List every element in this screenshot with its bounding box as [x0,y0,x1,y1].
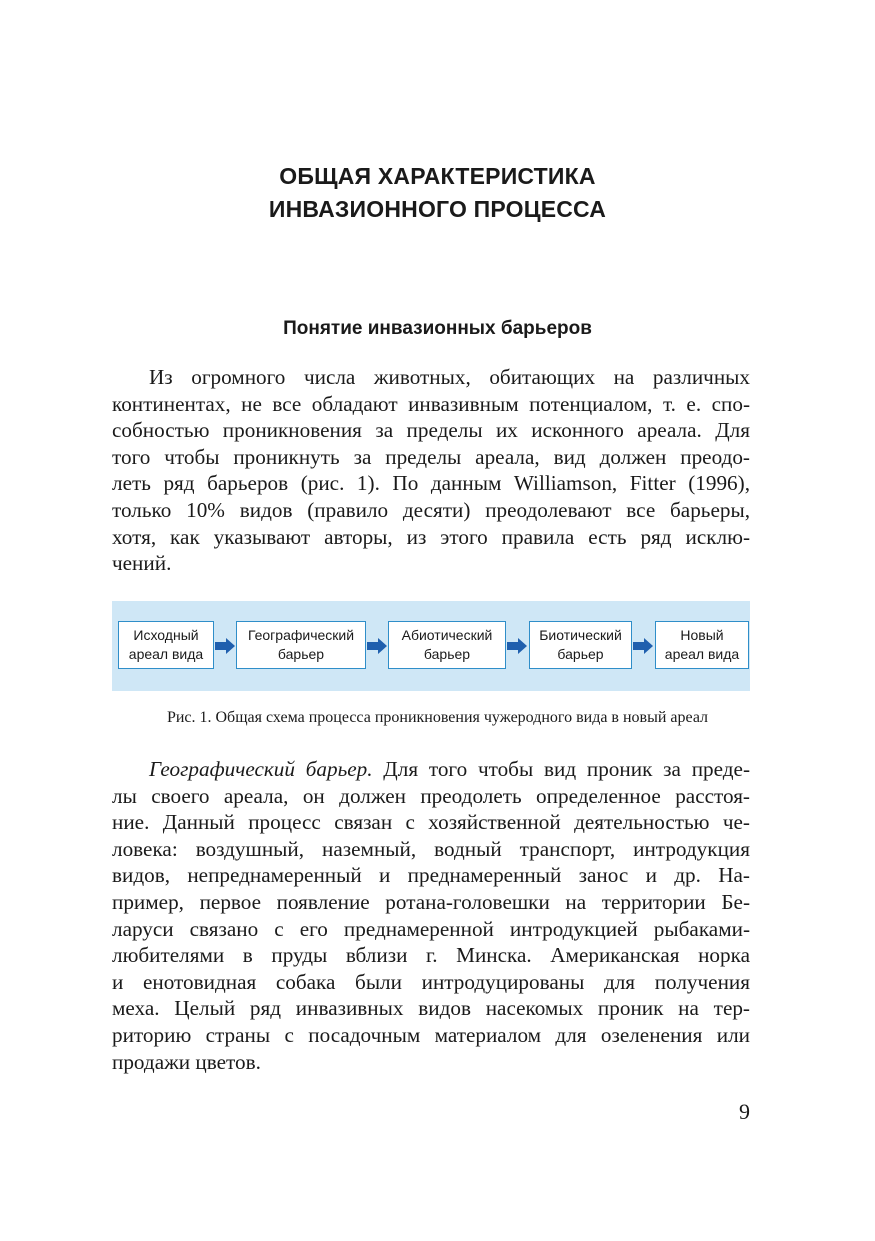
paragraph-line [112,756,750,783]
diagram-box-biotic-barrier [529,621,632,669]
paragraph-line: видов, непреднамеренный и преднамеренный занос и др. На- [112,863,750,888]
diagram-box-new-range [655,621,749,669]
invasion-process-diagram [112,601,750,691]
paragraph-geographic-barrier [112,756,750,1075]
paragraph-line: ловека: воздушный, наземный, водный транспорт, интродукция [112,836,750,861]
section-heading: Понятие инвазионных барьеров [283,318,592,339]
paragraph-line: чений. [112,551,172,576]
diagram-box-label: Новый [680,627,724,643]
paragraph-line: ние. Данный процесс связан с хозяйственной деятельностью че- [112,810,750,835]
diagram-box-label: барьер [557,646,604,662]
term-geographic-barrier: Географический барьер. [149,757,373,781]
paragraph-line: пример, первое появление ротана-головешки на территории Бе- [112,889,750,914]
paragraph-line: континентах, не все обладают инвазивным потенциалом, т. е. спо- [112,391,750,416]
diagram-box-label: ареал вида [128,646,204,662]
paragraph-line: леть ряд барьеров (рис. 1). По данным Williamson, Fitter (1996), [112,471,750,496]
paragraph-line: и енотовидная собака были интродуцированы для получения [112,969,750,994]
figure-caption: Рис. 1. Общая схема процесса проникновения чужеродного вида в новый ареал [166,709,709,726]
page-title [0,160,875,226]
paragraph-line: того чтобы проникнуть за пределы ареала, вид должен преодо- [112,444,750,469]
paragraph-line: хотя, как указывают авторы, из этого правила есть ряд исклю- [112,524,750,549]
paragraph-line: только 10% видов (правило десяти) преодолевают все барьеры, [112,497,750,522]
diagram-box-label: Географический [247,627,355,643]
paragraph-line: продажи цветов. [112,1049,261,1074]
diagram-box-geographic-barrier [236,621,366,669]
diagram-box-abiotic-barrier [388,621,506,669]
paragraph-line: риторию страны с посадочным материалом для озеленения или [112,1022,750,1047]
page-number: 9 [739,1099,750,1124]
paragraph-line: собностью проникновения за пределы их исконного ареала. Для [112,418,750,443]
paragraph-line-text: Для того чтобы вид проник за преде- [372,757,750,781]
paragraph-intro [112,364,750,577]
diagram-box-label: ареал вида [664,646,740,662]
diagram-box-label: Исходный [133,627,199,643]
diagram-box-label: Абиотический [401,627,493,643]
paragraph-line: лы своего ареала, он должен преодолеть определенное расстоя- [112,783,750,808]
diagram-box-source-range [118,621,214,669]
paragraph-line: меха. Целый ряд инвазивных видов насекомых проник на тер- [112,996,750,1021]
paragraph-line: Из огромного числа животных, обитающих на различных [149,365,750,389]
paragraph-line: любителями в пруды вблизи г. Минска. Американская норка [112,943,750,968]
diagram-box-label: барьер [277,646,325,662]
page-title-line-2: ИНВАЗИОННОГО ПРОЦЕССА [268,196,607,222]
page-title-line-1: ОБЩАЯ ХАРАКТЕРИСТИКА [279,163,596,189]
diagram-box-label: барьер [423,646,471,662]
diagram-box-label: Биотический [539,627,622,643]
paragraph-line: ларуси связано с его преднамеренной интродукцией рыбаками- [112,916,750,941]
